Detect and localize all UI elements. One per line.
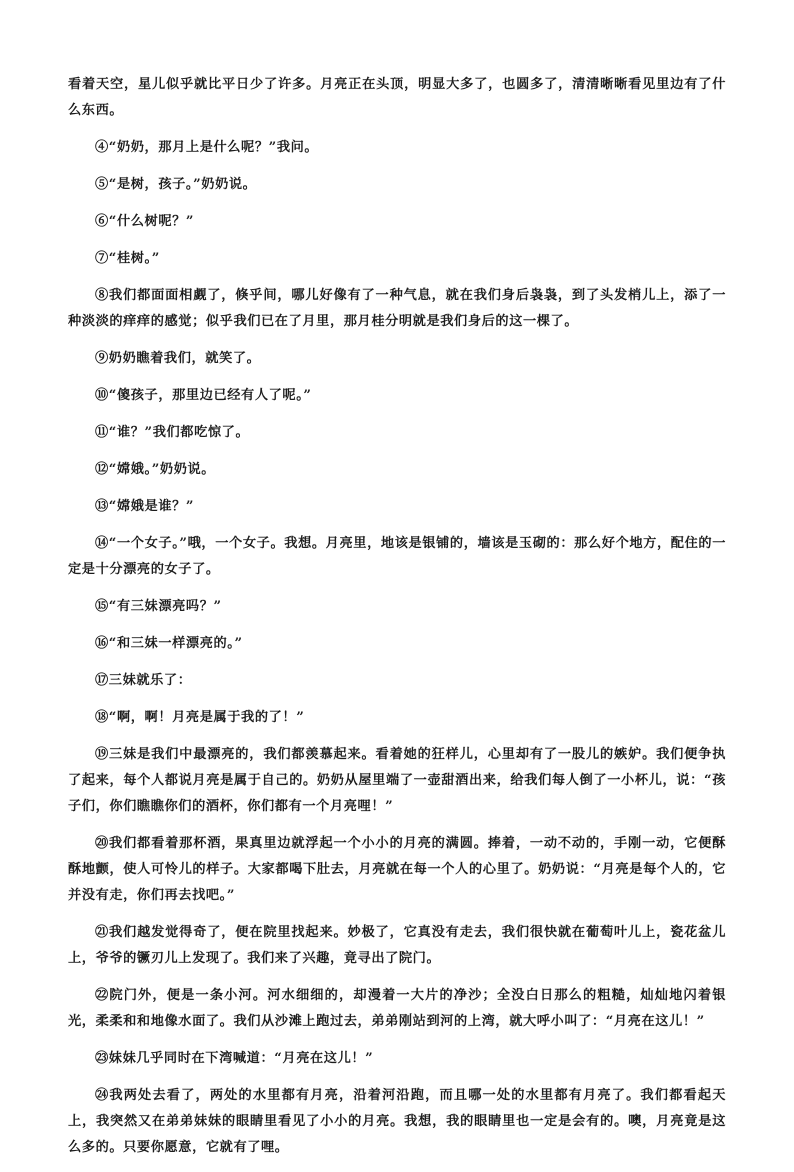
paragraph-16: ⑯“和三妹一样漂亮的。” <box>95 636 243 651</box>
document-body <box>68 72 726 1172</box>
paragraph-5: ⑤“是树，孩子。”奶奶说。 <box>95 177 257 192</box>
paragraph-18: ⑱“啊，啊！月亮是属于我的了！” <box>95 710 305 725</box>
paragraph-10: ⑩“傻孩子，那里边已经有人了呢。” <box>95 388 312 403</box>
paragraph-12: ⑫“嫦娥。”奶奶说。 <box>95 462 216 477</box>
paragraph-6: ⑥“什么树呢？” <box>95 214 195 229</box>
paragraph-13: ⑬“嫦娥是谁？” <box>95 499 195 514</box>
paragraph-9: ⑨奶奶瞧着我们，就笑了。 <box>95 351 261 366</box>
paragraph-20: ⑳我们都看着那杯酒，果真里边就浮起一个小小的月亮的满圆。捧着，一动不动的，手刚一动，它便酥酥地颤，使人可怜儿的样子。大家都喝下肚去，月亮就在每一个人的心里了。奶奶说：“月亮是每个人的，它并没有走，你们再去找吧。” <box>68 836 726 903</box>
paragraph-21: ㉑我们越发觉得奇了，便在院里找起来。妙极了，它真没有走去，我们很快就在葡萄叶儿上，瓷花盆儿上，爷爷的镢刃儿上发现了。我们来了兴趣，竟寻出了院门。 <box>68 925 726 966</box>
paragraph-8: ⑧我们都面面相觑了，倏乎间，哪儿好像有了一种气息，就在我们身后袅袅，到了头发梢儿上，添了一种淡淡的痒痒的感觉；似乎我们已在了月里，那月桂分明就是我们身后的这一棵了。 <box>68 288 726 329</box>
paragraph-17: ⑰三妹就乐了： <box>95 673 192 688</box>
paragraph-19: ⑲三妹是我们中最漂亮的，我们都羡慕起来。看着她的狂样儿，心里却有了一股儿的嫉妒。我们便争执了起来，每个人都说月亮是属于自己的。奶奶从屋里端了一壶甜酒出来，给我们每人倒了一小杯儿，说：“孩子们，你们瞧瞧你们的酒杯，你们都有一个月亮哩！” <box>68 747 726 814</box>
paragraph-3-continued: 看着天空，星儿似乎就比平日少了许多。月亮正在头顶，明显大多了，也圆多了，清清晰晰看见里边有了什么东西。 <box>68 77 726 118</box>
paragraph-14: ⑭“一个女子。”哦，一个女子。我想。月亮里，地该是银铺的，墙该是玉砌的：那么好个地方，配住的一定是十分漂亮的女子了。 <box>68 536 726 577</box>
paragraph-11: ⑪“谁？”我们都吃惊了。 <box>95 425 250 440</box>
paragraph-23: ㉓妹妹几乎同时在下湾喊道：“月亮在这儿！” <box>95 1051 374 1066</box>
paragraph-4: ④“奶奶，那月上是什么呢？”我问。 <box>95 140 319 155</box>
paragraph-7: ⑦“桂树。” <box>95 251 160 266</box>
paragraph-22: ㉒院门外，便是一条小河。河水细细的，却漫着一大片的净沙；全没白日那么的粗糙，灿灿地闪着银光，柔柔和和地像水面了。我们从沙滩上跑过去，弟弟刚站到河的上湾，就大呼小叫了：“月亮在这儿！” <box>68 988 726 1029</box>
paragraph-24: ㉔我两处去看了，两处的水里都有月亮，沿着河沿跑，而且哪一处的水里都有月亮了。我们都看起天上，我突然又在弟弟妹妹的眼睛里看见了小小的月亮。我想，我的眼睛里也一定是会有的。噢，月亮竟是这么多的。只要你愿意，它就有了哩。 <box>68 1088 726 1155</box>
paragraph-15: ⑮“有三妹漂亮吗？” <box>95 599 222 614</box>
